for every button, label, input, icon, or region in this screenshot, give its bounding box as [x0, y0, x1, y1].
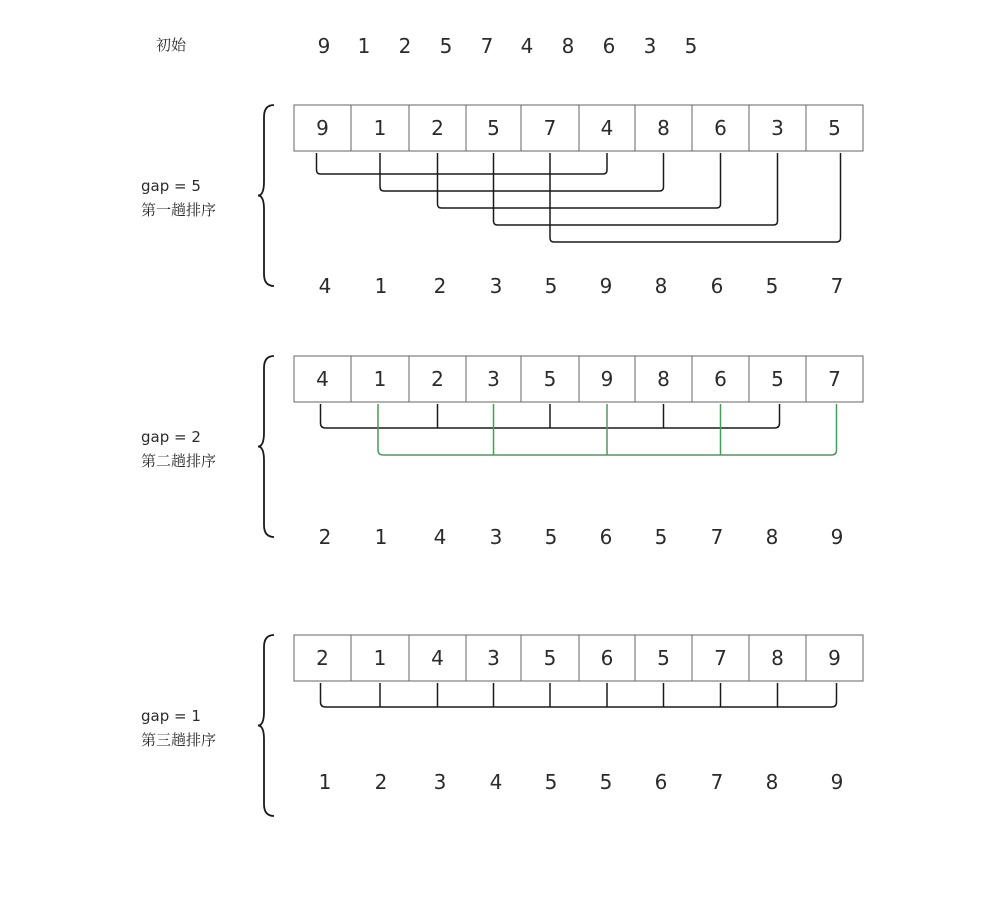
pass-2-gap-label: gap = 2	[141, 428, 201, 446]
brace	[258, 105, 274, 286]
pass-3-title: 第三趟排序	[141, 731, 217, 749]
result-value: 3	[489, 274, 503, 298]
cell-value: 9	[316, 116, 329, 140]
result-value: 5	[544, 770, 558, 794]
cell-value: 5	[657, 646, 670, 670]
cell-value: 9	[828, 646, 841, 670]
initial-value: 8	[561, 34, 575, 58]
cell-value: 8	[657, 116, 670, 140]
cell-value: 4	[600, 116, 614, 140]
result-value: 2	[374, 770, 388, 794]
group-bracket	[380, 153, 664, 191]
initial-value: 7	[480, 34, 494, 58]
cell-value: 3	[487, 646, 500, 670]
cell-value: 4	[431, 646, 444, 670]
result-value: 9	[599, 274, 613, 298]
result-value: 9	[830, 770, 844, 794]
cell-value: 5	[828, 116, 841, 140]
group-bracket	[317, 153, 608, 174]
cell-value: 5	[543, 367, 557, 391]
result-value: 5	[544, 274, 558, 298]
cell-value: 8	[771, 646, 784, 670]
cell-value: 4	[316, 367, 329, 391]
cell-value: 7	[543, 116, 557, 140]
brace	[258, 635, 274, 816]
result-value: 5	[765, 274, 779, 298]
cell-value: 7	[714, 646, 727, 670]
result-value: 5	[654, 525, 668, 549]
pass-2-title: 第二趟排序	[141, 452, 217, 470]
result-value: 9	[830, 525, 844, 549]
cell-value: 9	[600, 367, 614, 391]
result-value: 8	[765, 525, 779, 549]
cell-value: 6	[714, 367, 727, 391]
cell-value: 5	[487, 116, 500, 140]
cell-value: 6	[714, 116, 727, 140]
result-value: 1	[318, 770, 332, 794]
result-value: 5	[599, 770, 613, 794]
cell-value: 5	[543, 646, 557, 670]
result-value: 1	[374, 525, 388, 549]
result-value: 6	[710, 274, 724, 298]
pass-3-gap-label: gap = 1	[141, 707, 201, 725]
result-value: 3	[433, 770, 447, 794]
result-value: 4	[433, 525, 447, 549]
brace	[258, 356, 274, 537]
initial-value: 3	[643, 34, 657, 58]
cell-value: 3	[771, 116, 784, 140]
result-value: 7	[710, 525, 724, 549]
result-value: 6	[654, 770, 668, 794]
cell-value: 1	[373, 116, 387, 140]
group-bracket	[321, 683, 837, 707]
cell-value: 2	[431, 367, 444, 391]
cell-value: 6	[600, 646, 614, 670]
group-bracket	[438, 153, 721, 208]
result-value: 8	[765, 770, 779, 794]
cell-value: 2	[316, 646, 329, 670]
result-value: 8	[654, 274, 668, 298]
initial-value: 5	[684, 34, 698, 58]
result-value: 2	[433, 274, 447, 298]
group-bracket	[494, 153, 778, 225]
initial-value: 2	[398, 34, 412, 58]
result-value: 4	[489, 770, 503, 794]
result-value: 1	[374, 274, 388, 298]
result-value: 3	[489, 525, 503, 549]
pass-1-gap-label: gap = 5	[141, 177, 201, 195]
initial-value: 9	[317, 34, 331, 58]
result-value: 4	[318, 274, 332, 298]
initial-value: 6	[602, 34, 616, 58]
cell-value: 5	[771, 367, 784, 391]
result-value: 6	[599, 525, 613, 549]
cell-value: 2	[431, 116, 444, 140]
result-value: 5	[544, 525, 558, 549]
initial-label: 初始	[156, 36, 187, 54]
result-value: 7	[830, 274, 844, 298]
initial-value: 4	[520, 34, 534, 58]
initial-value: 5	[439, 34, 453, 58]
result-value: 7	[710, 770, 724, 794]
cell-value: 1	[373, 646, 387, 670]
cell-value: 7	[828, 367, 841, 391]
cell-value: 8	[657, 367, 670, 391]
pass-1-title: 第一趟排序	[141, 201, 217, 219]
group-bracket	[550, 153, 841, 242]
initial-value: 1	[357, 34, 371, 58]
cell-value: 3	[487, 367, 500, 391]
result-value: 2	[318, 525, 332, 549]
cell-value: 1	[373, 367, 387, 391]
